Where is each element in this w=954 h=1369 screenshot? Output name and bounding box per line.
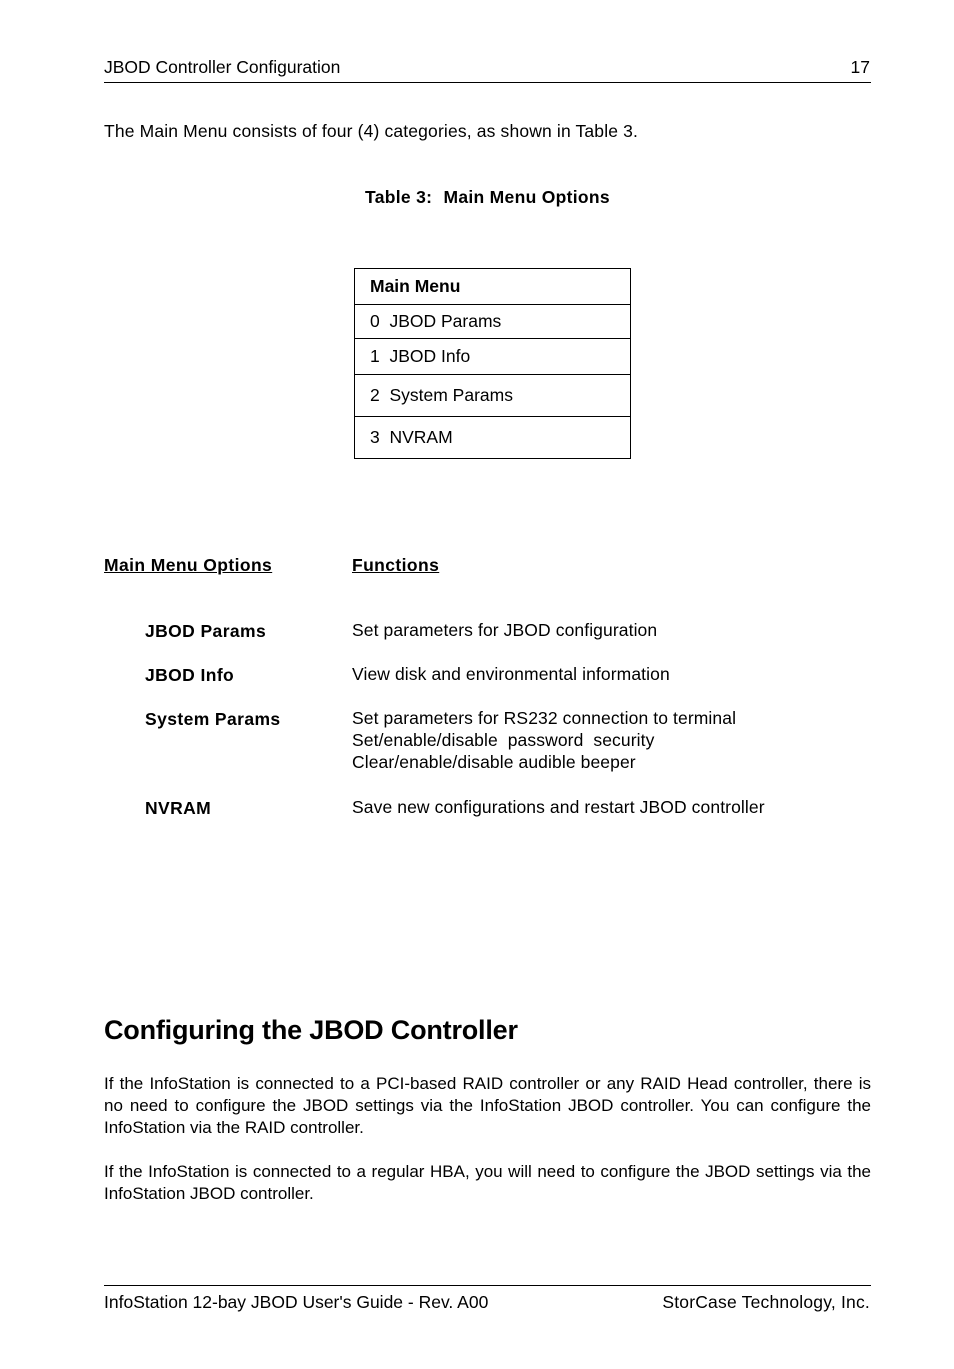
footer-document-title: InfoStation 12-bay JBOD User's Guide - Rev. A00 — [104, 1292, 489, 1312]
option-function — [352, 619, 657, 641]
function-line: Set parameters for RS232 connection to terminal — [352, 708, 737, 728]
table-caption-title: Main Menu Options — [443, 187, 610, 207]
table-row — [355, 417, 631, 459]
function-line: View disk and environmental information — [352, 664, 670, 684]
option-name: NVRAM — [145, 798, 212, 818]
running-header-title: JBOD Controller Configuration — [104, 57, 341, 77]
option-name: System Params — [145, 709, 281, 729]
body-paragraph: If the InfoStation is connected to a PCI-based RAID controller or any RAID Head controller, there is no need to configure the JBOD settings via the InfoStation JBOD controller. You can configure the InfoStation via the RAID controller. — [104, 1074, 871, 1137]
function-line: Save new configurations and restart JBOD controller — [352, 797, 765, 817]
function-line: Clear/enable/disable audible beeper — [352, 752, 636, 772]
footer-divider — [104, 1285, 871, 1286]
option-function — [352, 796, 765, 818]
table-caption-label: Table 3: — [365, 187, 433, 207]
function-line: Set parameters for JBOD configuration — [352, 620, 658, 640]
page-number: 17 — [850, 57, 870, 77]
option-name: JBOD Params — [145, 621, 267, 641]
table-row — [355, 339, 631, 375]
table-caption — [104, 187, 871, 208]
main-menu-table — [354, 268, 631, 459]
header-divider — [104, 82, 871, 83]
column-heading-functions: Functions — [352, 555, 440, 575]
intro-paragraph: The Main Menu consists of four (4) categories, as shown in Table 3. — [104, 121, 639, 141]
option-function — [352, 707, 736, 773]
table-header: Main Menu — [355, 269, 631, 305]
table-row — [355, 375, 631, 417]
footer-company: StorCase Technology, Inc. — [662, 1292, 870, 1312]
function-line: Set/enable/disable password security — [352, 730, 655, 750]
table-cell: 1 JBOD Info — [355, 339, 631, 375]
column-heading-options: Main Menu Options — [104, 555, 273, 575]
table-cell: 2 System Params — [355, 375, 631, 417]
option-name: JBOD Info — [145, 665, 235, 685]
table-cell: 3 NVRAM — [355, 417, 631, 459]
table-row — [355, 305, 631, 339]
section-heading: Configuring the JBOD Controller — [104, 1015, 518, 1045]
table-cell: 0 JBOD Params — [355, 305, 631, 339]
body-paragraph: If the InfoStation is connected to a regular HBA, you will need to configure the JBOD settings via the InfoStation JBOD controller. — [104, 1162, 871, 1203]
option-function — [352, 663, 670, 685]
